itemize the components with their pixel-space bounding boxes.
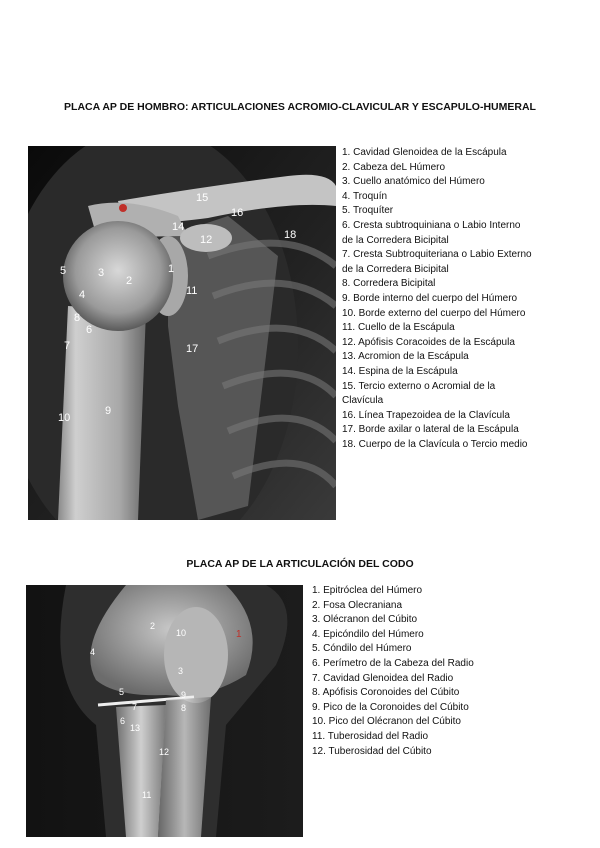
elbow-legend-item: 4. Epicóndilo del Húmero — [312, 628, 424, 640]
elbow-label-10: 10 — [176, 628, 187, 638]
elbow-label-4: 4 — [90, 647, 96, 657]
elbow-label-8: 8 — [181, 703, 187, 713]
shoulder-legend-item: 15. Tercio externo o Acromial de la Clavícula — [342, 380, 496, 407]
elbow-label-3: 3 — [178, 666, 184, 676]
elbow-legend-item: 2. Fosa Olecraniana — [312, 599, 403, 611]
shoulder-legend-item: 5. Troquíter — [342, 205, 394, 217]
shoulder-legend-item: 13. Acromion de la Escápula — [342, 351, 469, 363]
shoulder-legend-item: 16. Línea Trapezoidea de la Clavícula — [342, 409, 510, 421]
elbow-legend-item: 8. Apófisis Coronoides del Cúbito — [312, 687, 460, 699]
shoulder-legend-item: 12. Apófisis Coracoides de la Escápula — [342, 336, 515, 348]
shoulder-label-9: 9 — [105, 405, 112, 417]
elbow-legend — [312, 584, 512, 759]
shoulder-legend-item: 9. Borde interno del cuerpo del Húmero — [342, 292, 518, 304]
elbow-label-7: 7 — [132, 702, 138, 712]
shoulder-label-18: 18 — [284, 229, 297, 241]
shoulder-legend-item: 18. Cuerpo de la Clavícula o Tercio medio — [342, 438, 528, 450]
shoulder-label-8: 8 — [74, 312, 81, 324]
elbow-xray-image — [26, 585, 303, 837]
elbow-label-13: 13 — [130, 723, 141, 733]
shoulder-label-14: 14 — [172, 221, 185, 233]
elbow-legend-item: 12. Tuberosidad del Cúbito — [312, 745, 432, 757]
shoulder-legend-item: 2. Cabeza deL Húmero — [342, 161, 446, 173]
shoulder-xray-image — [28, 146, 336, 520]
shoulder-label-15: 15 — [196, 192, 209, 204]
shoulder-legend-item: 6. Cresta subtroquiniana o Labio Interno de la Corredera Bicipital — [342, 219, 521, 246]
elbow-legend-item: 10. Pico del Olécranon del Cúbito — [312, 716, 461, 728]
shoulder-label-16: 16 — [231, 207, 244, 219]
svg-text:1: 1 — [236, 629, 242, 640]
shoulder-label-11: 11 — [186, 285, 198, 297]
elbow-legend-item: 11. Tuberosidad del Radio — [312, 730, 429, 742]
elbow-label-9: 9 — [181, 690, 187, 700]
shoulder-legend-item: 7. Cresta Subtroquiteriana o Labio Externo de la Corredera Bicipital — [342, 249, 532, 275]
shoulder-label-10: 10 — [58, 412, 71, 424]
elbow-legend-item: 1. Epitróclea del Húmero — [312, 585, 423, 596]
shoulder-legend-item: 10. Borde externo del cuerpo del Húmero — [342, 307, 526, 319]
shoulder-label-6: 6 — [86, 324, 93, 336]
shoulder-legend-item: 4. Troquín — [342, 190, 388, 202]
shoulder-legend-item: 17. Borde axilar o lateral de la Escápula — [342, 424, 519, 436]
shoulder-label-4: 4 — [79, 289, 86, 301]
elbow-label-12: 12 — [159, 747, 170, 757]
elbow-legend-item: 6. Perímetro de la Cabeza del Radio — [312, 657, 474, 669]
elbow-label-11: 11 — [142, 790, 152, 800]
shoulder-label-2: 2 — [126, 275, 133, 287]
shoulder-legend-item: 1. Cavidad Glenoidea de la Escápula — [342, 147, 507, 158]
shoulder-label-17: 17 — [186, 343, 199, 355]
shoulder-legend-item: 3. Cuello anatómico del Húmero — [342, 176, 485, 188]
shoulder-label-3: 3 — [98, 267, 105, 279]
shoulder-label-12: 12 — [200, 234, 213, 246]
elbow-legend-item: 7. Cavidad Glenoidea del Radio — [312, 672, 454, 684]
shoulder-legend — [342, 146, 532, 452]
elbow-label-5: 5 — [119, 687, 125, 697]
elbow-label-2: 2 — [150, 621, 156, 631]
elbow-legend-item: 5. Cóndilo del Húmero — [312, 643, 412, 655]
shoulder-legend-item: 14. Espina de la Escápula — [342, 365, 458, 377]
shoulder-title: PLACA AP DE HOMBRO: ARTICULACIONES ACROMIO-CLAVICULAR Y ESCAPULO-HUMERAL — [64, 101, 536, 113]
shoulder-label-5: 5 — [60, 265, 67, 277]
shoulder-label-1: 1 — [168, 263, 175, 275]
shoulder-legend-item: 11. Cuello de la Escápula — [342, 322, 455, 334]
elbow-legend-item: 3. Olécranon del Cúbito — [312, 614, 418, 626]
elbow-label-6: 6 — [120, 716, 126, 726]
elbow-legend-item: 9. Pico de la Coronoides del Cúbito — [312, 701, 469, 713]
shoulder-label-7: 7 — [64, 340, 71, 352]
shoulder-legend-item: 8. Corredera Bicipital — [342, 278, 436, 290]
elbow-title: PLACA AP DE LA ARTICULACIÓN DEL CODO — [186, 558, 414, 570]
